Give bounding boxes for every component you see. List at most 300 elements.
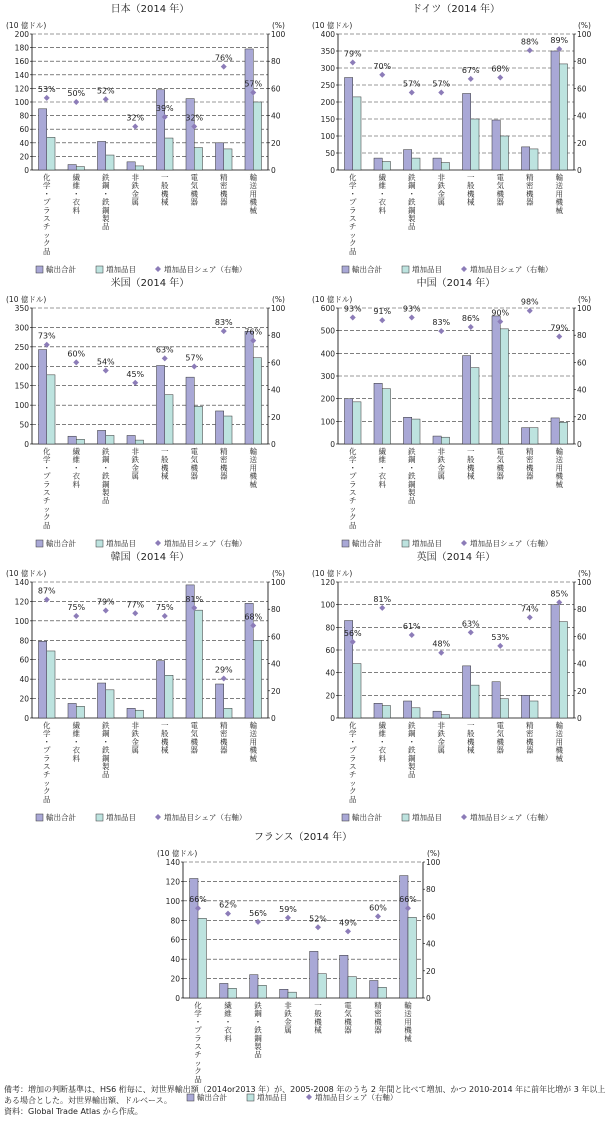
bar-increase-items [412, 708, 420, 718]
bar-increase-items [559, 622, 567, 718]
category-label: 非鉄金属 [437, 173, 445, 207]
bar-export-total [403, 701, 411, 718]
share-label: 48% [432, 639, 451, 649]
bar-increase-items [530, 149, 538, 170]
left-tick-label: 250 [14, 342, 29, 352]
bar-increase-items [353, 664, 361, 718]
right-tick-label: 20 [577, 686, 587, 696]
legend-swatch-export-total [36, 540, 43, 547]
share-label: 79% [550, 323, 569, 333]
legend-swatch-share [155, 814, 161, 820]
left-axis-unit: (10 億ドル) [6, 569, 47, 578]
share-marker [438, 650, 444, 656]
share-label: 60% [67, 349, 86, 359]
bar-increase-items [441, 715, 449, 718]
left-tick-label: 60 [19, 125, 29, 135]
share-label: 63% [461, 619, 480, 629]
bar-increase-items [408, 917, 416, 998]
share-label: 63% [155, 345, 174, 355]
category-label: 非鉄金属 [437, 447, 445, 481]
share-label: 52% [96, 86, 115, 96]
bar-increase-items [224, 416, 232, 444]
bar-increase-items [76, 167, 84, 170]
category-label: 精密機器 [220, 721, 228, 755]
chart-title: 英国（2014 年） [416, 552, 496, 563]
share-marker [409, 89, 415, 95]
chart-title: 中国（2014 年） [416, 278, 496, 289]
right-tick-label: 100 [577, 30, 592, 39]
legend-share: 増加品目シェア（右軸） [470, 539, 553, 548]
bar-export-total [68, 165, 76, 170]
bar-increase-items [165, 395, 173, 444]
legend-swatch-export-total [36, 266, 43, 273]
bar-increase-items [382, 162, 390, 171]
left-tick-label: 0 [175, 994, 180, 1003]
share-marker [221, 676, 227, 682]
left-tick-label: 100 [14, 98, 29, 107]
legend-increase-items: 増加品目 [257, 1093, 287, 1102]
share-label: 50% [67, 89, 86, 98]
left-tick-label: 60 [325, 646, 335, 655]
left-tick-label: 80 [170, 916, 180, 926]
left-tick-label: 100 [14, 616, 29, 626]
right-tick-label: 60 [577, 632, 587, 642]
bar-export-total [462, 666, 470, 718]
left-tick-label: 120 [165, 877, 180, 887]
footnotes [4, 1084, 606, 1117]
share-label: 57% [185, 353, 204, 363]
right-tick-label: 20 [271, 686, 281, 696]
legend-share: 増加品目シェア（右軸） [315, 1093, 398, 1102]
share-marker [315, 924, 321, 930]
left-tick-label: 300 [320, 372, 335, 381]
bar-export-total [521, 147, 529, 170]
share-marker [225, 911, 231, 917]
share-marker [527, 308, 533, 314]
share-label: 68% [244, 612, 263, 622]
right-tick-label: 60 [577, 84, 587, 94]
category-label: 輸送用機械 [249, 721, 257, 763]
left-tick-label: 400 [320, 30, 335, 39]
right-axis-unit: (%) [272, 295, 285, 304]
bar-increase-items [412, 419, 420, 444]
legend-swatch-export-total [342, 540, 349, 547]
share-marker [44, 597, 50, 603]
left-tick-label: 140 [14, 578, 29, 587]
category-label: 非鉄金属 [131, 447, 139, 481]
right-tick-label: 80 [271, 331, 281, 341]
bar-export-total [186, 585, 194, 718]
left-tick-label: 120 [320, 578, 335, 587]
category-label: 一般機械 [467, 173, 475, 207]
right-tick-label: 0 [577, 440, 582, 449]
category-label: 一般機械 [467, 447, 475, 481]
category-label: 化学・プラスチック品 [194, 1001, 202, 1084]
bar-export-total [462, 94, 470, 171]
legend-share: 増加品目シェア（右軸） [164, 539, 247, 548]
bar-increase-items [47, 375, 55, 444]
category-label: 鉄鋼・鉄鋼製品 [102, 173, 110, 232]
share-label: 81% [373, 594, 392, 604]
share-marker [468, 324, 474, 330]
share-marker [350, 60, 356, 66]
bar-increase-items [135, 710, 143, 718]
left-tick-label: 120 [14, 84, 29, 94]
bar-export-total [551, 418, 559, 444]
legend-swatch-export-total [342, 814, 349, 821]
bar-export-total [340, 955, 348, 998]
bar-export-total [433, 158, 441, 170]
left-tick-label: 180 [14, 43, 29, 53]
bar-export-total [250, 975, 258, 998]
right-tick-label: 20 [271, 412, 281, 422]
share-label: 76% [214, 53, 233, 63]
right-tick-label: 40 [271, 659, 281, 669]
left-tick-label: 20 [19, 694, 29, 704]
legend-swatch-increase-items [96, 540, 103, 547]
right-tick-label: 40 [426, 939, 436, 949]
left-tick-label: 160 [14, 57, 29, 67]
bar-export-total [374, 703, 382, 718]
left-tick-label: 0 [330, 440, 335, 449]
right-tick-label: 80 [271, 605, 281, 615]
right-tick-label: 0 [271, 440, 276, 449]
left-tick-label: 20 [19, 152, 29, 162]
share-label: 66% [189, 895, 207, 905]
left-tick-label: 80 [325, 623, 335, 633]
left-tick-label: 600 [320, 304, 335, 313]
category-label: 繊維・衣料 [72, 447, 80, 489]
share-marker [497, 643, 503, 649]
bar-increase-items [106, 155, 114, 170]
legend-share: 増加品目シェア（右軸） [164, 265, 247, 274]
category-label: 電気機器 [190, 447, 198, 481]
share-label: 70% [373, 61, 392, 71]
bar-increase-items [378, 987, 386, 998]
right-tick-label: 20 [577, 412, 587, 422]
legend-share: 増加品目シェア（右軸） [470, 813, 553, 822]
bar-export-total [492, 682, 500, 718]
legend-export-total: 輸出合計 [46, 539, 76, 548]
left-tick-label: 120 [14, 597, 29, 607]
bar-increase-items [382, 389, 390, 444]
share-label: 77% [126, 600, 145, 610]
category-label: 電気機器 [496, 721, 504, 755]
legend-swatch-share [461, 266, 467, 272]
share-label: 91% [373, 307, 392, 317]
category-label: 一般機械 [467, 721, 475, 755]
category-label: 化学・プラスチック品 [43, 173, 51, 256]
bar-export-total [344, 399, 352, 444]
category-label: 鉄鋼・鉄鋼製品 [408, 173, 416, 232]
note-text: 備考：増加の判断基準は、HS6 桁毎に、対世界輸出額（2014or2013 年）が、2005-2008 年のうち 2 年間と比べて増加、かつ 2010-2014 年に前年比増が 3 年以上ある場合とした。対世界輸出額、ドルベース。 [4, 1085, 606, 1105]
category-label: 化学・プラスチック品 [43, 447, 51, 530]
right-axis-unit: (%) [578, 295, 591, 304]
left-tick-label: 350 [14, 304, 29, 313]
legend-increase-items: 増加品目 [412, 539, 442, 548]
left-tick-label: 20 [170, 974, 180, 984]
bar-increase-items [441, 163, 449, 170]
left-tick-label: 40 [325, 668, 335, 678]
bar-export-total [403, 150, 411, 170]
legend-export-total: 輸出合計 [46, 265, 76, 274]
right-tick-label: 40 [271, 111, 281, 121]
category-label: 鉄鋼・鉄鋼製品 [254, 1001, 262, 1060]
source-text: 資料：Global Trade Atlas から作成。 [4, 1107, 143, 1116]
left-tick-label: 200 [14, 362, 29, 372]
right-tick-label: 0 [577, 166, 582, 175]
share-label: 88% [520, 37, 539, 47]
share-label: 98% [520, 297, 539, 307]
bar-increase-items [348, 977, 356, 998]
left-tick-label: 200 [320, 394, 335, 404]
bar-export-total [186, 377, 194, 444]
share-marker [468, 76, 474, 82]
share-marker [255, 919, 261, 925]
share-marker [379, 317, 385, 323]
share-marker [44, 95, 50, 101]
bar-export-total [97, 683, 105, 718]
bar-increase-items [253, 102, 261, 170]
share-label: 32% [185, 113, 204, 123]
right-tick-label: 40 [271, 385, 281, 395]
right-tick-label: 20 [271, 138, 281, 148]
bar-export-total [551, 605, 559, 718]
share-marker [191, 363, 197, 369]
left-tick-label: 500 [320, 326, 335, 336]
share-label: 89% [550, 35, 569, 45]
share-label: 75% [67, 603, 86, 612]
share-marker [73, 613, 79, 619]
left-axis-unit: (10 億ドル) [157, 849, 198, 858]
bar-export-total [215, 411, 223, 444]
legend-increase-items: 増加品目 [106, 813, 136, 822]
share-marker [103, 96, 109, 102]
bar-increase-items [471, 368, 479, 444]
share-marker [468, 629, 474, 635]
bar-export-total [127, 708, 135, 718]
bar-export-total [68, 436, 76, 444]
legend-increase-items: 増加品目 [106, 265, 136, 274]
share-marker [285, 915, 291, 921]
bar-export-total [492, 316, 500, 444]
right-axis-unit: (%) [578, 21, 591, 30]
chart-panel-4 [312, 276, 592, 548]
chart-panel-2 [312, 2, 592, 274]
bar-export-total [38, 641, 46, 718]
share-label: 29% [214, 665, 233, 675]
left-tick-label: 0 [24, 166, 29, 175]
share-marker [409, 315, 415, 321]
chart-title: フランス（2014 年） [253, 832, 353, 843]
bar-export-total [374, 383, 382, 444]
left-tick-label: 0 [24, 714, 29, 723]
share-label: 67% [461, 65, 480, 75]
bar-export-total [521, 695, 529, 718]
share-marker [132, 123, 138, 129]
share-label: 60% [369, 903, 387, 913]
category-label: 一般機械 [161, 173, 169, 207]
left-axis-unit: (10 億ドル) [6, 21, 47, 30]
legend-increase-items: 増加品目 [106, 539, 136, 548]
right-tick-label: 0 [271, 714, 276, 723]
share-marker [162, 355, 168, 361]
right-tick-label: 60 [577, 358, 587, 368]
category-label: 非鉄金属 [131, 721, 139, 755]
bar-export-total [215, 684, 223, 718]
bar-export-total [156, 90, 164, 170]
bar-export-total [215, 143, 223, 170]
right-tick-label: 80 [426, 885, 436, 895]
bar-export-total [38, 350, 46, 444]
bar-export-total [403, 417, 411, 444]
category-label: 非鉄金属 [437, 721, 445, 755]
left-tick-label: 100 [320, 132, 335, 141]
share-marker [556, 334, 562, 340]
left-tick-label: 80 [19, 111, 29, 121]
bar-export-total [186, 99, 194, 170]
bar-increase-items [441, 437, 449, 444]
share-label: 83% [432, 318, 451, 328]
bar-increase-items [47, 137, 55, 170]
share-marker [527, 47, 533, 53]
share-marker [221, 64, 227, 70]
right-tick-label: 0 [271, 166, 276, 175]
share-marker [345, 928, 351, 934]
left-tick-label: 50 [19, 420, 29, 430]
share-marker [438, 328, 444, 334]
bar-increase-items [559, 64, 567, 170]
share-label: 59% [279, 904, 297, 914]
bar-export-total [462, 356, 470, 444]
right-tick-label: 60 [271, 632, 281, 642]
bar-export-total [245, 49, 253, 170]
left-tick-label: 140 [14, 70, 29, 80]
bar-increase-items [165, 675, 173, 718]
bar-increase-items [106, 690, 114, 718]
category-label: 電気機器 [344, 1001, 352, 1035]
bar-increase-items [194, 610, 202, 718]
category-label: 一般機械 [161, 721, 169, 755]
left-tick-label: 300 [320, 64, 335, 73]
bar-export-total [220, 983, 228, 998]
share-label: 53% [491, 632, 510, 642]
bar-export-total [551, 51, 559, 170]
chart-panel-5 [6, 550, 286, 822]
share-label: 93% [343, 304, 362, 314]
right-tick-label: 60 [271, 358, 281, 368]
right-axis-unit: (%) [272, 569, 285, 578]
category-label: 輸送用機械 [249, 447, 257, 489]
share-label: 57% [432, 79, 451, 89]
legend-increase-items: 増加品目 [412, 265, 442, 274]
right-tick-label: 20 [577, 138, 587, 148]
legend-swatch-increase-items [96, 266, 103, 273]
legend-export-total: 輸出合計 [352, 813, 382, 822]
category-label: 一般機械 [314, 1001, 322, 1035]
left-tick-label: 150 [320, 115, 335, 124]
bar-export-total [97, 430, 105, 444]
category-label: 鉄鋼・鉄鋼製品 [102, 447, 110, 506]
legend-share: 増加品目シェア（右軸） [164, 813, 247, 822]
right-tick-label: 40 [577, 385, 587, 395]
share-label: 57% [244, 79, 263, 89]
share-label: 73% [37, 331, 56, 341]
legend-export-total: 輸出合計 [352, 265, 382, 274]
share-label: 90% [491, 308, 510, 318]
share-label: 79% [96, 597, 115, 607]
left-tick-label: 40 [19, 675, 29, 685]
share-label: 54% [96, 357, 115, 367]
bar-export-total [156, 661, 164, 718]
share-label: 39% [155, 103, 174, 113]
bar-increase-items [253, 640, 261, 718]
share-marker [379, 605, 385, 611]
share-label: 86% [461, 314, 480, 324]
chart-panel-6 [312, 550, 592, 822]
bar-increase-items [198, 918, 206, 998]
left-tick-label: 40 [170, 955, 180, 965]
bar-export-total [280, 989, 288, 998]
category-label: 化学・プラスチック品 [349, 173, 357, 256]
share-marker [103, 368, 109, 374]
bar-increase-items [224, 708, 232, 718]
share-label: 56% [343, 628, 362, 638]
bar-increase-items [258, 985, 266, 998]
category-label: 化学・プラスチック品 [349, 447, 357, 530]
bar-export-total [68, 703, 76, 718]
right-tick-label: 100 [426, 858, 441, 867]
category-label: 非鉄金属 [284, 1001, 292, 1035]
right-tick-label: 100 [271, 304, 286, 313]
share-label: 49% [339, 918, 357, 928]
share-label: 93% [402, 304, 421, 314]
category-label: 鉄鋼・鉄鋼製品 [102, 721, 110, 780]
right-tick-label: 40 [577, 111, 587, 121]
bar-increase-items [288, 992, 296, 998]
legend-increase-items: 増加品目 [412, 813, 442, 822]
category-label: 輸送用機械 [249, 173, 257, 215]
bar-increase-items [106, 435, 114, 444]
bar-increase-items [165, 138, 173, 170]
bar-export-total [245, 331, 253, 444]
category-label: 精密機器 [220, 173, 228, 207]
bar-increase-items [530, 701, 538, 718]
left-tick-label: 50 [325, 149, 335, 158]
right-axis-unit: (%) [578, 569, 591, 578]
share-marker [162, 613, 168, 619]
chart-title: ドイツ（2014 年） [411, 4, 501, 15]
legend-export-total: 輸出合計 [352, 539, 382, 548]
bar-export-total [400, 876, 408, 998]
left-tick-label: 20 [325, 691, 335, 701]
bar-increase-items [500, 136, 508, 170]
left-tick-label: 100 [14, 401, 29, 411]
right-tick-label: 40 [577, 659, 587, 669]
share-label: 52% [309, 914, 327, 924]
legend-share: 増加品目シェア（右軸） [470, 265, 553, 274]
share-marker [527, 614, 533, 620]
category-label: 精密機器 [220, 447, 228, 481]
bar-export-total [370, 981, 378, 998]
right-tick-label: 80 [577, 57, 587, 67]
chart-title: 米国（2014 年） [110, 278, 190, 289]
bar-export-total [97, 141, 105, 170]
category-label: 繊維・衣料 [224, 1001, 232, 1043]
left-tick-label: 350 [320, 47, 335, 56]
left-tick-label: 0 [24, 440, 29, 449]
left-axis-unit: (10 億ドル) [312, 569, 353, 578]
